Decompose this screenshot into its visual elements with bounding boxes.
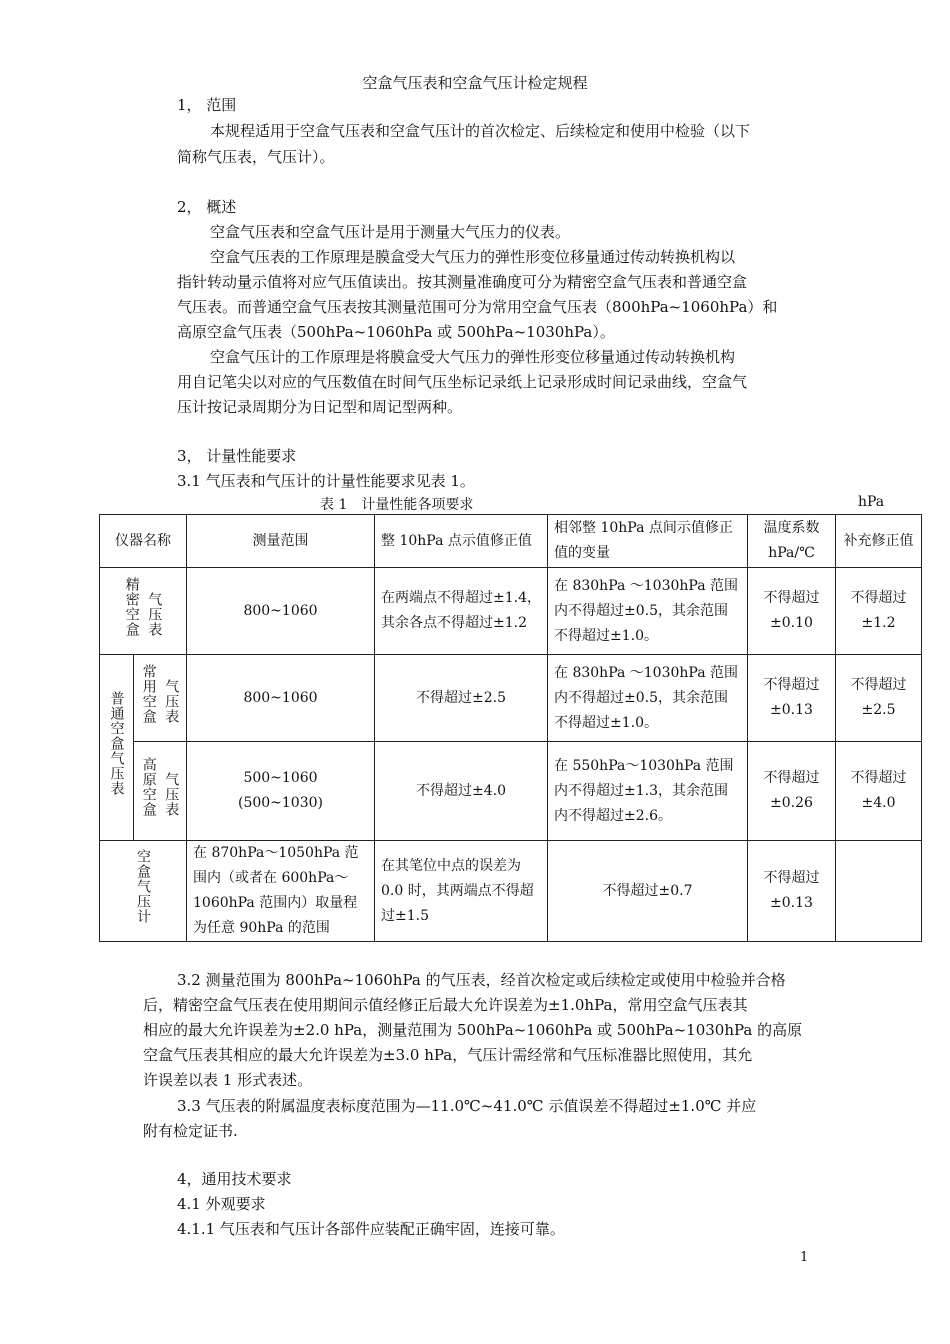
paragraph-line: 压计按记录周期分为日记型和周记型两种。 bbox=[177, 398, 463, 416]
range-cell: 在 870hPa～1050hPa 范围内（或者在 600hPa～1060hPa 范围内）取量程为任意 90hPa 的范围 bbox=[187, 841, 375, 942]
paragraph-line: 空盒气压计的工作原理是将膜盒受大气压力的弹性形变位移量通过传动转换机构 bbox=[210, 348, 736, 366]
adjacent-cell: 在 830hPa ～1030hPa 范围内不得超过±0.5，其余范围不得超过±1.0。 bbox=[548, 568, 748, 655]
extra-cell: 不得超过±2.5 bbox=[836, 655, 922, 742]
instrument-name-part: 精密空盒 bbox=[123, 576, 140, 637]
point-cell: 不得超过±4.0 bbox=[375, 742, 548, 841]
instrument-name-part: 空盒气压计 bbox=[135, 849, 151, 924]
temp-cell: 不得超过±0.13 bbox=[748, 841, 836, 942]
group-label bbox=[100, 655, 134, 841]
header-adjacent-variation: 相邻整 10hPa 点间示值修正值的变量 bbox=[548, 515, 748, 568]
paragraph-line: 用自记笔尖以对应的气压数值在时间气压坐标记录纸上记录形成时间记录曲线，空盒气 bbox=[177, 373, 748, 391]
paragraph-line: 附有检定证书. bbox=[143, 1122, 238, 1140]
page-number: 1 bbox=[800, 1250, 809, 1265]
paragraph-line: 许误差以表 1 形式表述。 bbox=[143, 1071, 313, 1089]
extra-cell bbox=[836, 841, 922, 942]
temp-cell: 不得超过±0.10 bbox=[748, 568, 836, 655]
table-row bbox=[100, 655, 922, 742]
instrument-name-part: 常用空盒 bbox=[140, 663, 157, 724]
point-cell: 不得超过±2.5 bbox=[375, 655, 548, 742]
paragraph-line: 后，精密空盒气压表在使用期间示值经修正后最大允许误差为±1.0hPa，常用空盒气压表其 bbox=[143, 996, 748, 1014]
range-cell: 800~1060 bbox=[187, 655, 375, 742]
header-point-correction: 整 10hPa 点示值修正值 bbox=[375, 515, 548, 568]
adjacent-cell: 在 550hPa～1030hPa 范围内不得超过±1.3，其余范围内不得超过±2.6。 bbox=[548, 742, 748, 841]
range-cell: 800~1060 bbox=[187, 568, 375, 655]
header-temp-coefficient: 温度系数 hPa/℃ bbox=[748, 515, 836, 568]
instrument-name bbox=[134, 655, 187, 742]
paragraph-line: 高原空盒气压表（500hPa~1060hPa 或 500hPa~1030hPa）。 bbox=[177, 323, 615, 341]
table-row bbox=[100, 742, 922, 841]
header-extra-correction: 补充修正值 bbox=[836, 515, 922, 568]
temp-cell: 不得超过±0.26 bbox=[748, 742, 836, 841]
group-label-text: 普通空盒气压表 bbox=[108, 690, 125, 796]
section-1-heading: 1， 范围 bbox=[177, 96, 237, 114]
instrument-name-part: 高原空盒 bbox=[140, 756, 157, 817]
range-value-alt: (500~1030) bbox=[237, 795, 323, 811]
instrument-name-part: 气压表 bbox=[146, 591, 163, 637]
point-cell: 在其笔位中点的误差为 0.0 时，其两端点不得超过±1.5 bbox=[375, 841, 548, 942]
table-header-row bbox=[100, 515, 922, 568]
instrument-name bbox=[100, 568, 187, 655]
header-instrument: 仪器名称 bbox=[100, 515, 187, 568]
table-row bbox=[100, 841, 922, 942]
adjacent-cell: 不得超过±0.7 bbox=[548, 841, 748, 942]
extra-cell: 不得超过±4.0 bbox=[836, 742, 922, 841]
instrument-name-part: 气压表 bbox=[163, 678, 180, 724]
paragraph-line: 指针转动量示值将对应气压值读出。按其测量准确度可分为精密空盒气压表和普通空盒 bbox=[177, 273, 748, 291]
paragraph-line: 3.1 气压表和气压计的计量性能要求见表 1。 bbox=[177, 472, 475, 490]
paragraph-line: 气压表。而普通空盒气压表按其测量范围可分为常用空盒气压表（800hPa~1060hPa）和 bbox=[177, 298, 778, 316]
section-4-heading: 4，通用技术要求 bbox=[177, 1170, 292, 1188]
table-unit: hPa bbox=[858, 494, 885, 510]
subsection-heading: 4.1 外观要求 bbox=[177, 1195, 266, 1213]
paragraph-line: 4.1.1 气压表和气压计各部件应装配正确牢固，连接可靠。 bbox=[177, 1220, 565, 1238]
performance-table bbox=[99, 514, 922, 942]
table-caption: 表 1 计量性能各项要求 bbox=[320, 497, 474, 513]
paragraph-line: 空盒气压表的工作原理是膜盒受大气压力的弹性形变位移量通过传动转换机构以 bbox=[210, 248, 736, 266]
table-row bbox=[100, 568, 922, 655]
paragraph-line: 简称气压表，气压计）。 bbox=[177, 148, 335, 166]
paragraph-line: 空盒气压表和空盒气压计是用于测量大气压力的仪表。 bbox=[210, 223, 571, 241]
paragraph-line: 相应的最大允许误差为±2.0 hPa，测量范围为 500hPa~1060hPa 或 500hPa~1030hPa 的高原 bbox=[143, 1021, 803, 1039]
extra-cell: 不得超过±1.2 bbox=[836, 568, 922, 655]
instrument-name bbox=[100, 841, 187, 942]
instrument-name-part: 气压表 bbox=[163, 771, 180, 817]
document-title: 空盒气压表和空盒气压计检定规程 bbox=[362, 74, 588, 92]
range-cell bbox=[187, 742, 375, 841]
paragraph-line: 空盒气压表其相应的最大允许误差为±3.0 hPa，气压计需经常和气压标准器比照使用，其允 bbox=[143, 1046, 753, 1064]
section-3-heading: 3， 计量性能要求 bbox=[177, 447, 297, 465]
paragraph-line: 3.2 测量范围为 800hPa~1060hPa 的气压表，经首次检定或后续检定或使用中检验并合格 bbox=[177, 971, 786, 989]
header-range: 测量范围 bbox=[187, 515, 375, 568]
instrument-name bbox=[134, 742, 187, 841]
section-2-heading: 2， 概述 bbox=[177, 198, 237, 216]
paragraph-line: 本规程适用于空盒气压表和空盒气压计的首次检定、后续检定和使用中检验（以下 bbox=[210, 122, 751, 140]
point-cell: 在两端点不得超过±1.4，其余各点不得超过±1.2 bbox=[375, 568, 548, 655]
range-value: 500~1060 bbox=[243, 770, 318, 786]
adjacent-cell: 在 830hPa ～1030hPa 范围内不得超过±0.5，其余范围不得超过±1.0。 bbox=[548, 655, 748, 742]
temp-cell: 不得超过±0.13 bbox=[748, 655, 836, 742]
paragraph-line: 3.3 气压表的附属温度表标度范围为—11.0℃~41.0℃ 示值误差不得超过±1.0℃ 并应 bbox=[177, 1097, 757, 1115]
